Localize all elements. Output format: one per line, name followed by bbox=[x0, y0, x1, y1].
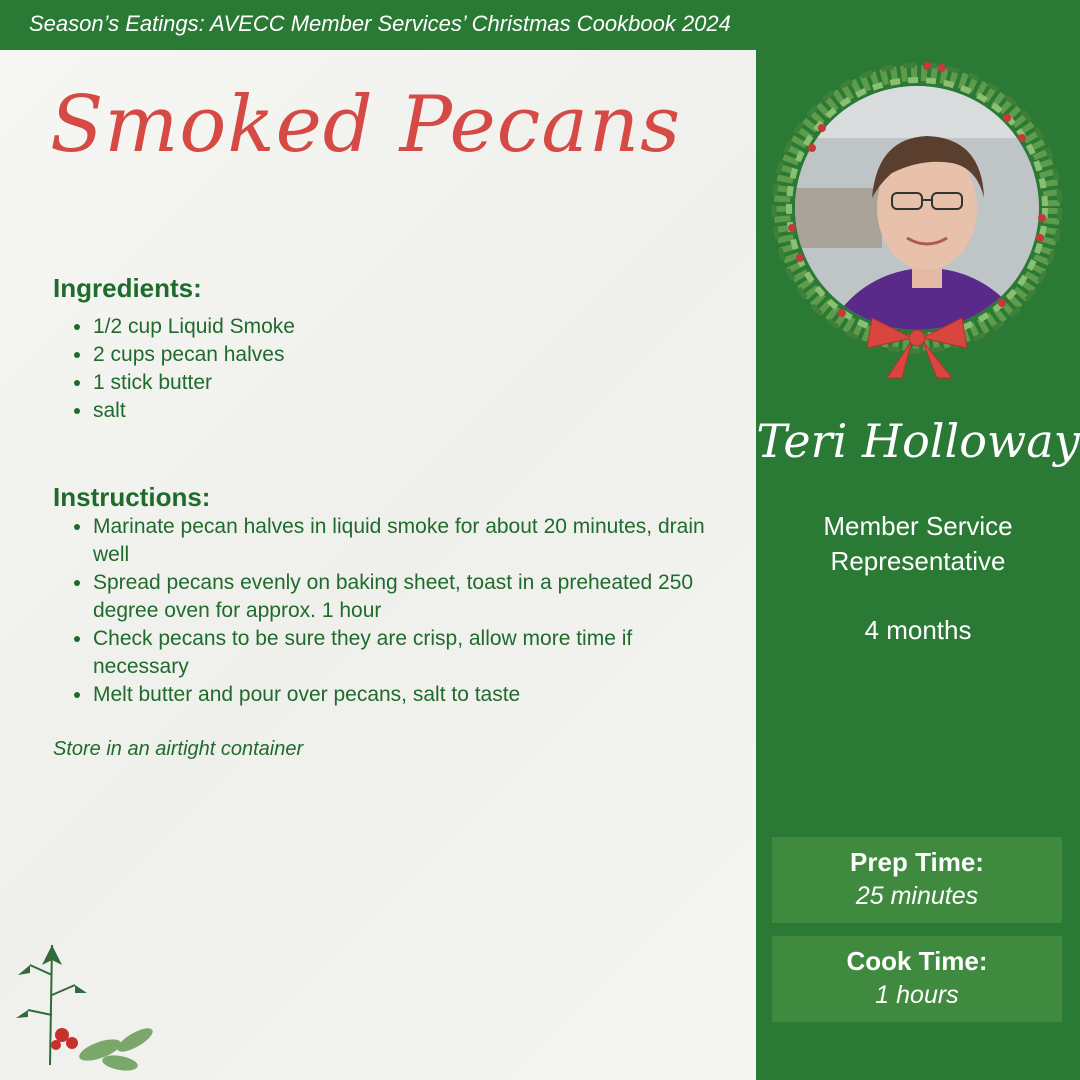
ingredient-item: • 1 stick butter bbox=[93, 369, 295, 397]
author-role: Member Service Representative bbox=[823, 511, 1013, 576]
storage-note: Store in an airtight container bbox=[53, 738, 304, 760]
instruction-step: • Melt butter and pour over pecans, salt to taste bbox=[93, 681, 713, 709]
cook-time-label: Cook Time: bbox=[846, 946, 988, 976]
cook-time-value: 1 hours bbox=[875, 981, 959, 1009]
instruction-step: • Check pecans to be sure they are crisp, allow more time if necessary bbox=[93, 625, 713, 681]
ingredients-heading: Ingredients: bbox=[53, 273, 202, 303]
instructions-list bbox=[53, 513, 713, 709]
portrait-wreath-icon bbox=[752, 48, 1080, 388]
cook-time-box bbox=[772, 936, 1062, 1022]
author-tenure: 4 months bbox=[864, 615, 972, 645]
ingredient-item: • 1/2 cup Liquid Smoke bbox=[93, 313, 295, 341]
prep-time-value: 25 minutes bbox=[855, 882, 979, 910]
holly-sprig-icon bbox=[10, 935, 170, 1075]
cookbook-title: Season’s Eatings: AVECC Member Services’ Christmas Cookbook 2024 bbox=[29, 11, 731, 36]
author-name: Teri Holloway bbox=[756, 414, 1080, 468]
ingredient-item: • 2 cups pecan halves bbox=[93, 341, 295, 369]
prep-time-label: Prep Time: bbox=[850, 847, 984, 877]
ingredients-list bbox=[53, 313, 295, 425]
header-bar bbox=[0, 0, 756, 50]
ingredient-item: • salt bbox=[93, 397, 295, 425]
instruction-step: • Marinate pecan halves in liquid smoke for about 20 minutes, drain well bbox=[93, 513, 713, 569]
recipe-title: Smoked Pecans bbox=[50, 80, 682, 170]
instructions-heading: Instructions: bbox=[53, 482, 211, 512]
prep-time-box bbox=[772, 837, 1062, 923]
instruction-step: • Spread pecans evenly on baking sheet, toast in a preheated 250 degree oven for approx. 1 hour bbox=[93, 569, 713, 625]
